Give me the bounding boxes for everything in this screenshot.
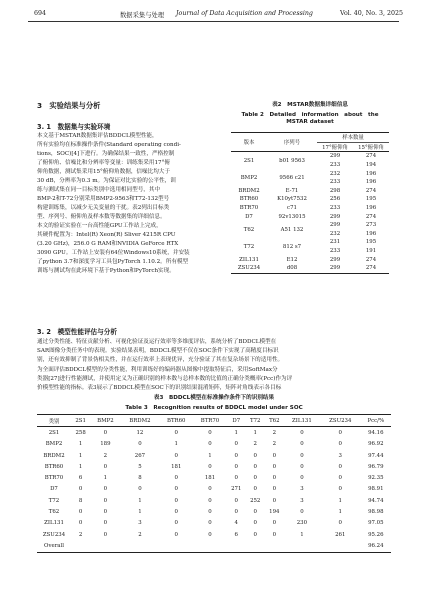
paragraph-line: 为全面评估BDDCL模型的分类性能，利用训练好的编码器从图像中提取特征后，采用SoftMax分 [37, 367, 278, 373]
table-3-cell [193, 540, 227, 552]
table-2-count-17-cell: 299 [329, 213, 341, 220]
table-3-cell: 3 [300, 497, 304, 504]
table-3-cell: BTR60 [44, 463, 64, 470]
table-3-header-row [37, 415, 391, 427]
table-3-header-cell: BTR60 [159, 415, 193, 427]
table-3-header-cell: Pcc/% [361, 415, 391, 427]
table-3-cell: 0 [103, 509, 108, 516]
table-2-serial-cell: 9566 c21 [279, 174, 305, 181]
section-3-1-para-1 [37, 132, 219, 222]
table-3-cell: 0 [272, 520, 277, 527]
table-3-cell: D7 [50, 486, 58, 493]
table-2-count-15-cell: 273 [365, 222, 377, 229]
page-number: 694 [34, 10, 47, 17]
table-3-cell: 1 [338, 497, 342, 504]
table-3-cell: 0 [138, 486, 142, 493]
table-2-row [231, 187, 389, 196]
table-3-cell: 0 [300, 463, 304, 470]
table-2-row [231, 264, 389, 273]
table-2-version-cell: T62 [243, 226, 255, 233]
paragraph-line: 练与测试集在同一目标类别中选用相同型号，其中 [37, 187, 161, 193]
table-2-caption-en-2: MSTAR dataset [286, 119, 334, 125]
table-3-cell: 1 [300, 531, 304, 538]
table-2-serial-cell: K10yt7532 [277, 196, 307, 203]
table-3-header-cell: ZSU234 [320, 415, 361, 427]
table-3-cell: 0 [174, 531, 178, 538]
table-3-cell: 0 [253, 520, 257, 527]
section-3-1-title: 3. 1 数据集与实验环境 [37, 123, 111, 131]
table-3-header-cell: BRDM2 [120, 415, 159, 427]
table-3-cell: 0 [208, 520, 212, 527]
table-3-cell: 0 [272, 463, 277, 470]
table-3-header-cell: D7 [227, 415, 246, 427]
table-3-cell: 0 [103, 531, 108, 538]
table-3-row [37, 484, 391, 495]
table-2-row [231, 221, 389, 230]
table-3-cell [284, 540, 320, 552]
paragraph-line: 了python 3.7和深度学习工具包PyTorch 1.10.2。所有模型 [37, 259, 189, 265]
table-3-cell: 0 [208, 497, 212, 504]
table-3-cell: 2 [103, 452, 108, 459]
table-3-cell: 0 [78, 509, 83, 516]
table-3-cell: 1 [78, 463, 83, 470]
paragraph-line: 价模型性能的指标。表3展示了BDDCL模型在SOC下的识别结果混淆矩阵，矩阵对角线表示各目标 [37, 385, 282, 391]
table-3-cell: 1 [174, 441, 178, 448]
table-2-serial-cell: b01 9563 [279, 157, 305, 164]
table-3-body [37, 427, 391, 552]
table-3-cell: 1 [138, 497, 142, 504]
table-3-cell: 5 [138, 463, 142, 470]
table-2-serial-cell: 92v13015 [278, 213, 306, 220]
table-3-cell [90, 540, 120, 552]
table-3-cell [227, 540, 246, 552]
section-3-2-title: 3. 2 模型性能评估与分析 [37, 328, 117, 336]
table-3-row [37, 472, 391, 483]
table-3-cell: 1 [103, 475, 108, 482]
para-lines [37, 222, 219, 276]
table-3-header-cell: 类别 [37, 415, 71, 427]
table-3-cell: 0 [234, 497, 238, 504]
table-3-cell: 0 [272, 531, 277, 538]
table-3-cell: 6 [234, 531, 238, 538]
table-2-count-15-cell: 196 [365, 170, 377, 177]
para-lines [37, 132, 219, 222]
table-3-row [37, 439, 391, 450]
table-3-cell: 0 [234, 452, 238, 459]
table-2-count-15-cell: 195 [365, 239, 377, 246]
table-2-count-15-cell: 274 [365, 213, 377, 220]
table-2-version-cell: BTR60 [239, 196, 259, 203]
table-2-count-15-cell: 196 [365, 205, 377, 212]
section-3-1-para-2 [37, 222, 219, 276]
table-2-body [231, 152, 389, 273]
table-3-cell: 1 [338, 509, 342, 516]
table-2-count-17-cell: 256 [329, 196, 341, 203]
table-3-cell: 194 [269, 509, 280, 516]
table-3-cell: 0 [253, 475, 257, 482]
table-3-cell: 0 [338, 486, 342, 493]
paragraph-line: tions，SOC)[4]下进行。为确保结果一致性，严格控制 [37, 151, 175, 157]
table-2-count-15-cell: 195 [365, 196, 377, 203]
table-3-cell: 98.98 [368, 509, 384, 516]
table-3-cell: 6 [78, 475, 83, 482]
table-3-cell: 8 [78, 497, 83, 504]
table-3-cell: 0 [253, 509, 257, 516]
table-3-cell: 0 [174, 452, 178, 459]
table-2 [231, 132, 389, 274]
table-3-cell: 0 [103, 429, 108, 436]
table-3-cell: 8 [138, 475, 142, 482]
table-3-cell: 98.91 [368, 486, 384, 493]
para-lines [37, 338, 391, 365]
table-3-cell: 95.26 [368, 531, 384, 538]
table-3-header-cell: BMP2 [90, 415, 120, 427]
table-3-cell: 96.79 [368, 463, 384, 470]
header-rule [28, 21, 399, 22]
table-2-count-15-cell: 274 [365, 153, 377, 160]
table-3-cell: 230 [296, 520, 308, 527]
table-3-cell: 0 [234, 509, 238, 516]
table-2-serial-cell: E-71 [285, 187, 299, 194]
table-3-cell [246, 540, 265, 552]
table-3-cell: 0 [272, 475, 277, 482]
table-2-version-cell: 2S1 [243, 157, 255, 164]
table-2-header-serial: 序列号 [267, 133, 317, 152]
table-3-cell: 2 [78, 531, 83, 538]
table-3-cell: 1 [208, 452, 212, 459]
volume-issue: Vol. 40, No. 3, 2025 [340, 10, 404, 17]
table-3-header-cell: T72 [246, 415, 265, 427]
table-3-cell: 0 [300, 452, 304, 459]
table-3-cell: 97.44 [368, 452, 384, 459]
paragraph-line: 别，还有效抑制了背景伪相关性，并在运行效率上表现优异，充分验证了其在复杂场景下的适用性。 [37, 357, 284, 363]
table-3-cell: 0 [174, 475, 178, 482]
table-3-header-cell: 2S1 [71, 415, 90, 427]
paragraph-line: 了俯仰角、信噪比和分辨率等变量：训练集采用17°俯 [37, 160, 170, 166]
table-3-cell: 0 [103, 520, 108, 527]
table-2-count-17-cell: 231 [329, 239, 341, 246]
table-3-cell: 0 [272, 486, 277, 493]
table-2-count-17-cell: 232 [329, 170, 341, 177]
table-2-version-cell: D7 [245, 213, 253, 220]
table-2-serial-cell: A51 132 [280, 226, 304, 233]
table-3-cell: 0 [103, 486, 108, 493]
table-3-row [37, 495, 391, 506]
paragraph-line: 通过分类性能、特征贡献分析、可视化验证及运行效率等多维度评估，系统分析了BDDCL模型在 [37, 339, 277, 345]
table-2-count-15-cell: 194 [365, 162, 377, 169]
table-2-caption-cn: 表2 MSTAR数据集详细信息 [272, 102, 348, 108]
table-3-cell: 0 [234, 463, 238, 470]
table-3-cell: 271 [231, 486, 242, 493]
paragraph-line: 仰角数据，测试集采用15°俯仰角数据，信噪比均大于 [37, 169, 170, 175]
paragraph-line: 本文基于MSTAR数据集评估BDDCL模型性能， [37, 133, 158, 139]
table-3-caption-cn: 表3 BDDCL模型在标准操作条件下的识别结果 [153, 395, 275, 401]
table-2-row [231, 204, 389, 213]
table-3-cell: 0 [208, 531, 212, 538]
paragraph-line: 构建训练集，以减少无关变量的干扰。表2列出目标类 [37, 205, 170, 211]
table-3-cell: 0 [234, 441, 238, 448]
table-2-serial-cell: E12 [286, 256, 298, 263]
table-3-cell: 0 [338, 441, 342, 448]
table-3-cell: 0 [253, 463, 257, 470]
table-3-cell: 0 [253, 486, 257, 493]
table-3-cell: 12 [136, 429, 144, 436]
table-3-cell: 1 [234, 429, 238, 436]
table-2-count-15-cell: 274 [353, 264, 389, 273]
table-3-cell: 92.35 [368, 475, 384, 482]
table-2-row [231, 152, 389, 161]
table-3-cell [71, 540, 90, 552]
table-3-cell: 261 [335, 531, 346, 538]
table-2-count-15-cell: 191 [365, 248, 377, 255]
table-3-cell: 1 [138, 509, 142, 516]
table-3-cell: 0 [208, 463, 212, 470]
table-2-row [231, 238, 389, 247]
paragraph-line: 所有实验均在标准操作条件(Standard operating condi- [37, 142, 181, 148]
table-2-serial-cell: c71 [287, 205, 297, 212]
paragraph-line: 训练与测试均在此环境下基于Python和PyTorch实现。 [37, 268, 175, 274]
table-3-cell: 0 [103, 497, 108, 504]
table-3-cell: 0 [300, 441, 304, 448]
table-3-cell: 0 [253, 452, 257, 459]
table-3-cell: 4 [234, 520, 238, 527]
table-3-cell: 1 [78, 452, 83, 459]
table-3-cell: Overall [37, 540, 71, 552]
table-3-row [37, 506, 391, 517]
paragraph-line: BMP-2和T-72分别采用BMP2-9563和T72-132型号 [37, 196, 170, 202]
table-3-cell: ZIL131 [44, 520, 64, 527]
table-3-cell: 94.16 [368, 429, 384, 436]
table-3-cell: BTR70 [44, 475, 64, 482]
paragraph-line: SAR图像分类任务中的表现。实验结果表明，BDDCL模型不仅在SOC条件下实现了高精度目标识 [37, 348, 279, 354]
section-3-title: 3 实验结果与分析 [37, 101, 101, 110]
table-3-cell: 0 [253, 531, 257, 538]
table-2-row [231, 169, 389, 178]
table-3-row [37, 529, 391, 540]
table-3-cell: 0 [174, 486, 178, 493]
table-3-cell: BMP2 [45, 441, 63, 448]
table-3-cell: 1 [78, 441, 83, 448]
section-3-2-para-1 [37, 338, 391, 365]
table-2-version-cell: ZIL131 [239, 256, 259, 263]
table-3-row [37, 461, 391, 472]
table-3-row [37, 518, 391, 529]
table-2-count-17-cell: 299 [329, 222, 341, 229]
table-2-count-15-cell: 274 [365, 256, 377, 263]
table-3-cell [265, 540, 284, 552]
table-2-version-cell: BTR70 [239, 205, 259, 212]
table-3-cell: 0 [338, 475, 342, 482]
table-3-cell: 258 [75, 429, 86, 436]
table-2-count-17-cell: 299 [317, 264, 353, 273]
table-3-row [37, 427, 391, 439]
table-3-cell [320, 540, 361, 552]
table-3-cell: 0 [300, 475, 304, 482]
table-3-cell: 0 [300, 429, 304, 436]
section-3-2-para-2 [37, 366, 391, 393]
table-2-count-17-cell: 298 [329, 187, 341, 194]
table-3-caption-en: Table 3 Recognition results of BDDCL model under SOC [125, 405, 303, 411]
table-3-cell: 0 [234, 475, 238, 482]
table-2-version-cell: T72 [243, 243, 255, 250]
table-3-cell: 96.24 [361, 540, 391, 552]
table-3-cell: 0 [338, 520, 342, 527]
table-3-cell: 2 [253, 441, 257, 448]
table-2-row [231, 195, 389, 204]
table-3-cell: 0 [272, 497, 277, 504]
table-3-cell [159, 540, 193, 552]
paragraph-line: 型、序列号、俯仰角及样本数等数据集的详细信息。 [37, 214, 166, 220]
table-3-cell: 0 [78, 486, 83, 493]
table-2-header-samples: 样本数量 [317, 133, 389, 143]
table-3-cell: 0 [208, 509, 212, 516]
table-2-header-15: 15°俯仰角 [353, 142, 389, 152]
table-2-version-cell: BRDM2 [238, 187, 260, 194]
table-3-cell: 189 [100, 441, 111, 448]
table-3-cell: 3 [338, 452, 342, 459]
table-3-cell: 96.92 [368, 441, 384, 448]
table-3-header-cell: T62 [265, 415, 284, 427]
table-2-count-17-cell: 233 [329, 162, 341, 169]
table-3-cell: 94.74 [368, 497, 384, 504]
table-3-cell: 2 [272, 441, 277, 448]
table-3-cell: 181 [204, 475, 216, 482]
table-3-cell: 2S1 [48, 429, 60, 436]
table-2-count-15-cell: 274 [365, 187, 377, 194]
table-3-cell: 267 [134, 452, 146, 459]
table-2-count-15-cell: 196 [365, 230, 377, 237]
paragraph-line: (3.20 GHz)，256.0 G RAM和NVIDIA GeForce RTX [37, 241, 179, 247]
table-3-cell: 0 [174, 509, 178, 516]
paragraph-line: 30 dB，分辨率为0.3 m。为保证对比实验的公平性，训 [37, 178, 176, 184]
table-3-cell: 3 [300, 486, 304, 493]
table-3-cell: 0 [174, 497, 178, 504]
table-3 [37, 414, 391, 553]
table-2-version-cell: ZSU234 [231, 264, 267, 273]
table-3-cell: 181 [171, 463, 182, 470]
table-3-cell: 0 [300, 509, 304, 516]
table-2-row [231, 212, 389, 221]
table-3-cell: 2 [138, 531, 142, 538]
table-2-serial-cell: d08 [267, 264, 317, 273]
table-3-cell: 0 [338, 463, 342, 470]
paragraph-line: 类器[27]进行性能测试，并使用定义为正确识别的样本数与总样本数的比值的正确分类概率(Pcc)作为评 [37, 376, 293, 382]
table-3-cell: 3 [138, 520, 142, 527]
table-3-row [37, 540, 391, 552]
table-3-cell: 0 [174, 520, 178, 527]
table-3-cell: 0 [208, 429, 212, 436]
table-3-cell [120, 540, 159, 552]
table-2-header-17: 17°俯仰角 [317, 142, 353, 152]
table-3-cell: 0 [174, 429, 178, 436]
table-3-cell: 0 [208, 441, 212, 448]
table-3-cell: 0 [78, 520, 83, 527]
table-3-cell: T72 [48, 497, 60, 504]
table-3-cell: 1 [253, 429, 257, 436]
table-2-serial-cell: 812 s7 [282, 243, 302, 250]
table-3-cell: 0 [272, 452, 277, 459]
table-3-cell: 252 [250, 497, 261, 504]
table-2-count-15-cell: 196 [365, 179, 377, 186]
table-3-cell: 0 [338, 429, 342, 436]
table-2-row [231, 255, 389, 264]
table-2-header-version: 版本 [231, 133, 267, 152]
table-2-count-17-cell: 233 [329, 248, 341, 255]
table-3-cell: 2 [272, 429, 277, 436]
paragraph-line: 其硬件配置为：Intel(R) Xeon(R) Sliver 4215R CPU [37, 232, 176, 238]
journal-title-cn: 数据采集与处理 [120, 12, 165, 19]
journal-title-en: Journal of Data Acquisition and Processing [176, 10, 313, 17]
table-2-count-17-cell: 233 [329, 205, 341, 212]
table-2-count-17-cell: 233 [329, 179, 341, 186]
table-3-row [37, 450, 391, 461]
table-2-count-17-cell: 232 [329, 230, 341, 237]
table-3-cell: 97.05 [368, 520, 384, 527]
paragraph-line: 本文的验证实验在一台高性能GPU工作站上完成， [37, 223, 162, 229]
table-3-cell: T62 [48, 509, 60, 516]
table-3-cell: 0 [208, 486, 212, 493]
table-2-count-17-cell: 299 [329, 256, 341, 263]
table-3-cell: ZSU234 [42, 531, 66, 538]
para-lines [37, 366, 391, 393]
table-3-cell: BRDM2 [43, 452, 65, 459]
table-3-cell: 0 [138, 441, 142, 448]
paragraph-line: 3090 GPU。工作站上安装有64位Windows10系统，并安装 [37, 250, 190, 256]
table-3-cell: 0 [103, 463, 108, 470]
table-3-header-cell: ZIL131 [284, 415, 320, 427]
table-3-header-cell: BTR70 [193, 415, 227, 427]
table-2-caption-en-1: Table 2 Detailed information about the [241, 112, 379, 118]
table-2-count-17-cell: 299 [329, 153, 341, 160]
table-2-version-cell: BMP2 [240, 174, 258, 181]
